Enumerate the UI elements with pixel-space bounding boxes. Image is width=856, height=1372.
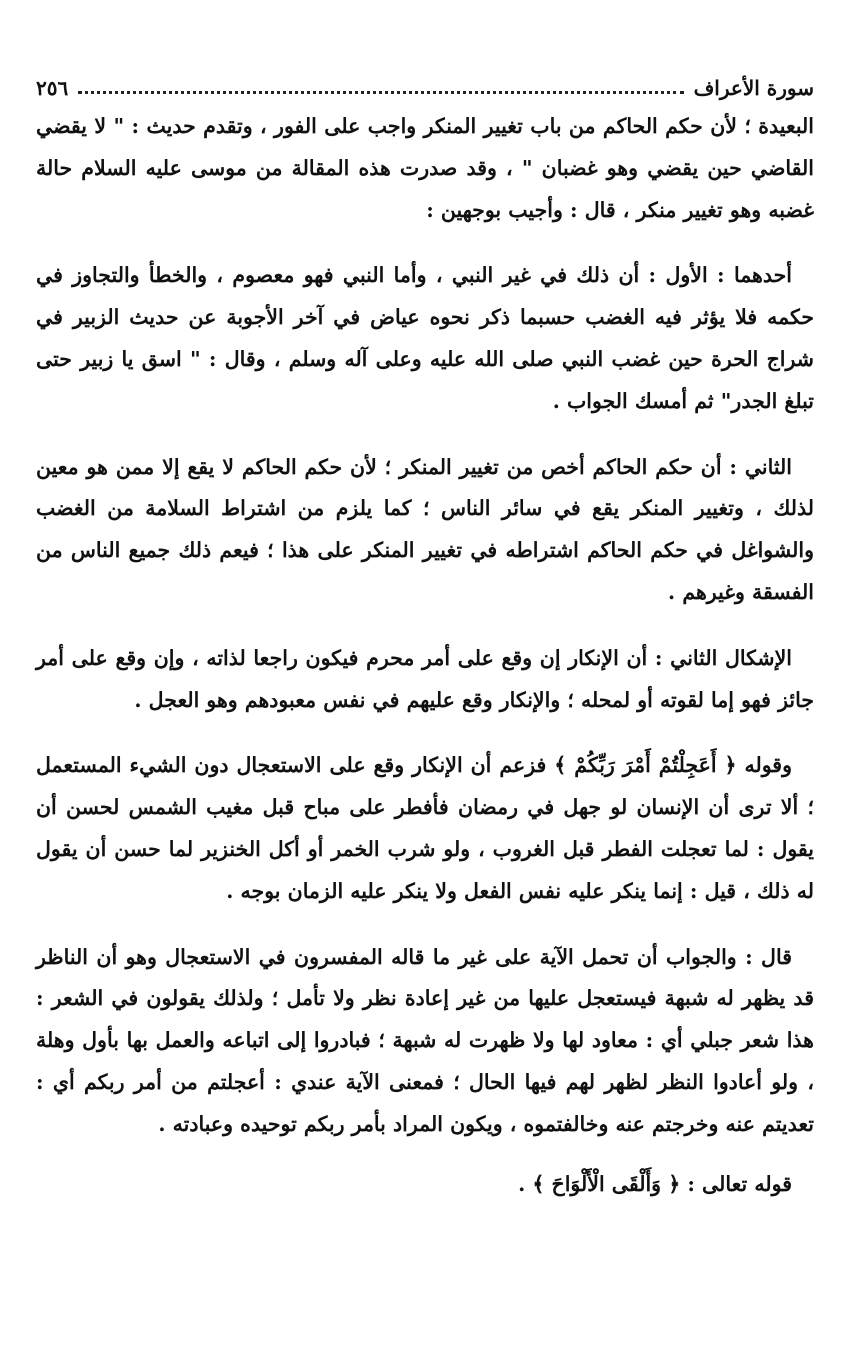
page-number: ٢٥٦ xyxy=(36,76,69,100)
paragraph-2: أحدهما : الأول : أن ذلك في غير النبي ، وأما النبي فهو معصوم ، والخطأ والتجاوز في حكمه فلا يؤثر فيه الغضب حسبما ذكر نحوه عياض في آخر الأجوبة عن حديث الزبير في شراج الحرة حين غضب النبي صلى الله عليه وعلى آله وسلم ، وقال : " اسق يا زبير حتى تبلغ الجدر" ثم أمسك الجواب . xyxy=(36,263,814,413)
running-header xyxy=(36,70,814,106)
page-body xyxy=(36,106,814,1205)
paragraph-6: قال : والجواب أن تحمل الآية على غير ما قاله المفسرون في الاستعجال وهو أن الناظر قد يظهر له شبهة فيستعجل عليها من غير إعادة نظر ولا تأمل ؛ ولذلك يقولون في الشعر : هذا شعر جبلي أي : معاود لها ولا ظهرت له شبهة ؛ فبادروا إلى اتباعه والعمل بها بأول وهلة ، ولو أعادوا النظر لظهر لهم فيها الحال ؛ فمعنى الآية عندي : أعجلتم من أمر ربكم أي : تعديتم عنه وخرجتم عنه وخالفتموه ، ويكون المراد بأمر ربكم توحيده وعبادته . xyxy=(36,944,814,1136)
book-page xyxy=(36,70,814,1360)
paragraph-5: وقوله ﴿ أَعَجِلْتُمْ أَمْرَ رَبِّكُمْ ﴾ فزعم أن الإنكار وقع على الاستعجال دون الشيء المستعمل ؛ ألا ترى أن الإنسان لو جهل في رمضان فأفطر على مباح قبل مغيب الشمس لحسن أن يقول : لما تعجلت الفطر قبل الغروب ، ولو شرب الخمر أو أكل الخنزير لما حسن أن يقول له ذلك ، قيل : إنما ينكر عليه نفس الفعل ولا ينكر عليه الزمان بوجه . xyxy=(36,753,814,903)
paragraph-1: البعيدة ؛ لأن حكم الحاكم من باب تغيير المنكر واجب على الفور ، وتقدم حديث : " لا يقضي القاضي حين يقضي وهو غضبان " ، وقد صدرت هذه المقالة من موسى عليه السلام حالة غضبه وهو تغيير منكر ، قال : وأجيب بوجهين : xyxy=(36,114,814,222)
surah-name: سورة الأعراف xyxy=(693,76,814,100)
paragraph-4: الإشكال الثاني : أن الإنكار إن وقع على أمر محرم فيكون راجعا لذاته ، وإن وقع على أمر جائز فهو إما لقوته أو لمحله ؛ والإنكار وقع عليهم في نفس معبودهم وهو العجل . xyxy=(36,645,814,712)
paragraph-3: الثاني : أن حكم الحاكم أخص من تغيير المنكر ؛ لأن حكم الحاكم لا يقع إلا ممن هو معين لذلك ، وتغيير المنكر يقع في سائر الناس ؛ كما يلزم من اشتراط السلامة من الغضب والشواغل في حكم الحاكم اشتراطه في تغيير المنكر على هذا ؛ فيعم ذلك جميع الناس من الفسقة وغيرهم . xyxy=(36,454,814,604)
paragraph-7-verse: قوله تعالى : ﴿ وَأَلْقَى الْأَلْوَاحَ ﴾ . xyxy=(518,1171,792,1196)
header-dotted-leader xyxy=(78,90,683,94)
